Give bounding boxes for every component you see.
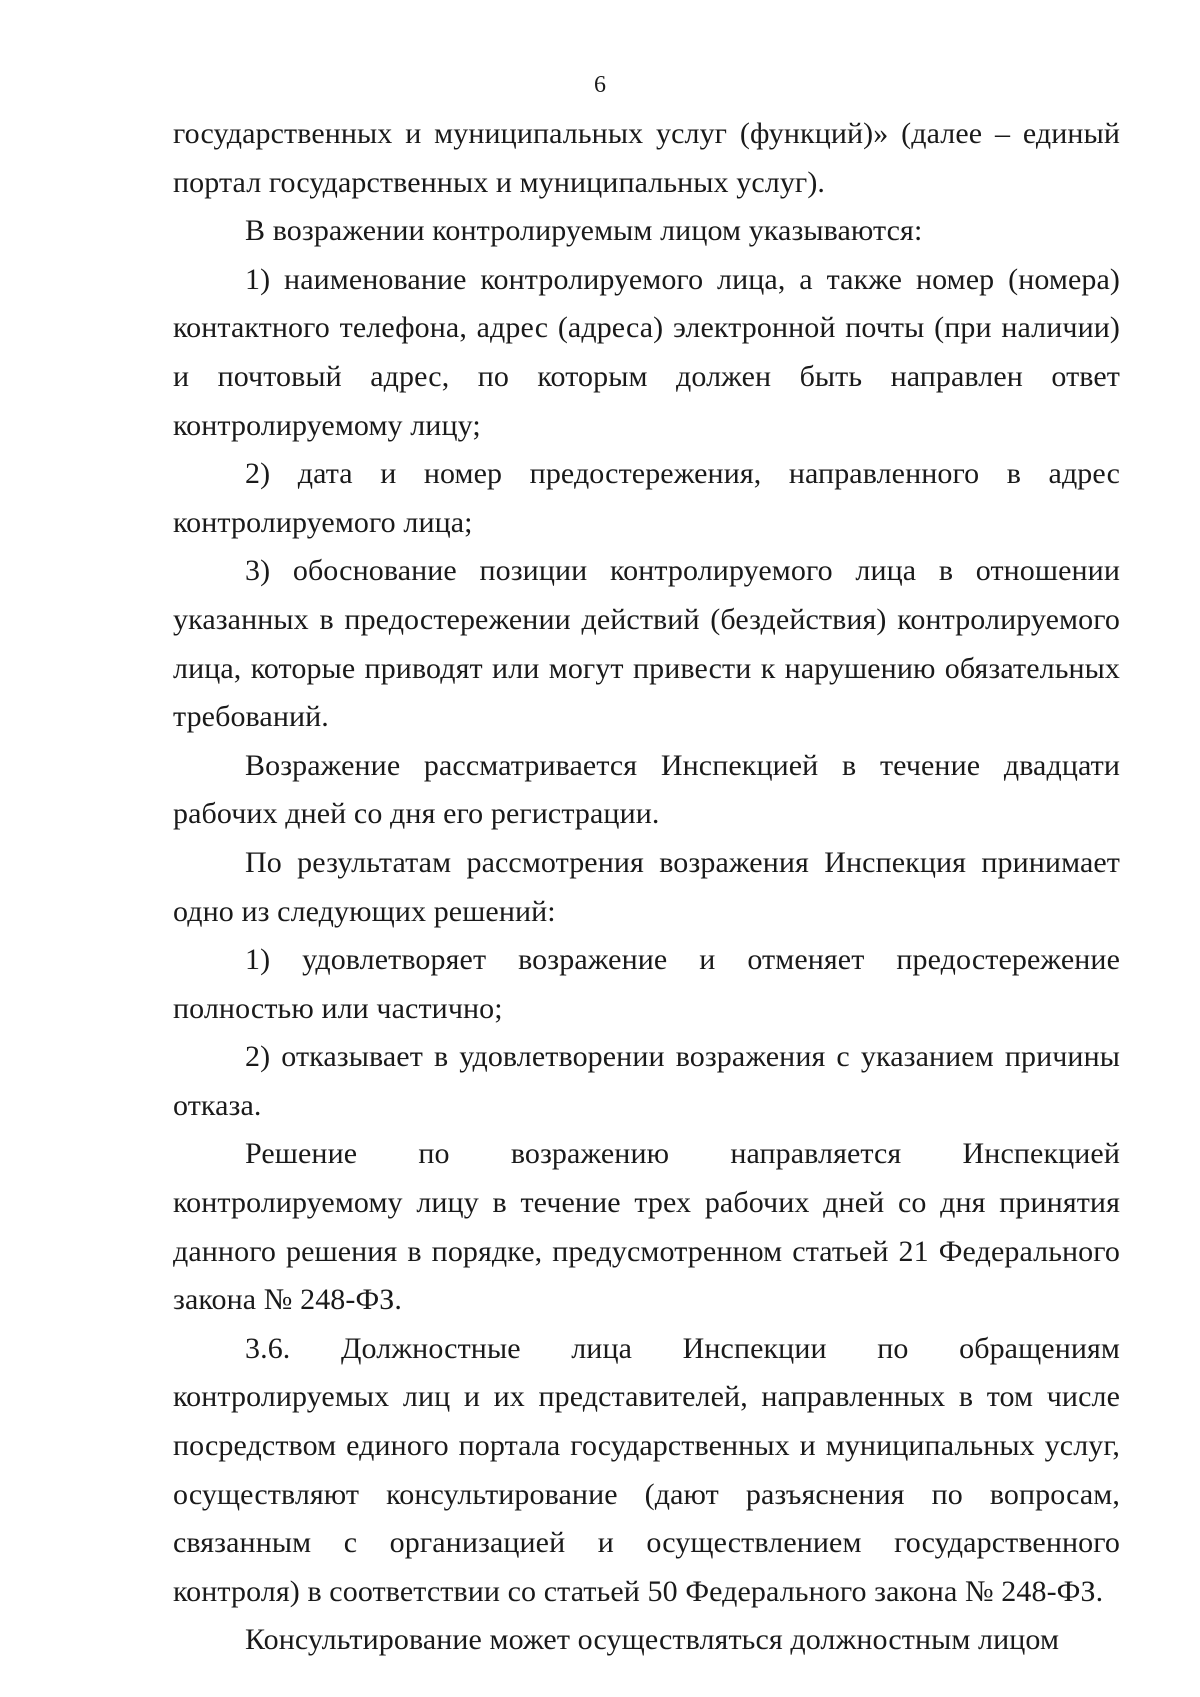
paragraph-decision-intro: По результатам рассмотрения возражения Инспекция принимает одно из следующих решений: bbox=[173, 845, 1120, 928]
paragraph-list-item-3: 3) обоснование позиции контролируемого лица в отношении указанных в предостережении действий (бездействия) контролируемого лица, которые приводят или могут привести к нарушению обязательных требований. bbox=[173, 554, 1120, 734]
paragraph-objection-contents-intro: В возражении контролируемым лицом указываются: bbox=[245, 214, 923, 248]
document-body bbox=[173, 110, 1120, 1665]
paragraph-list-item-2: 2) дата и номер предостережения, направленного в адрес контролируемого лица; bbox=[173, 457, 1120, 539]
paragraph-list-item-1: 1) наименование контролируемого лица, а также номер (номера) контактного телефона, адрес (адреса) электронной почты (при наличии) и почтовый адрес, по которым должен быть направлен ответ контролируемому лицу; bbox=[173, 262, 1120, 442]
paragraph-decision-2: 2) отказывает в удовлетворении возражения с указанием причины отказа. bbox=[173, 1040, 1120, 1122]
paragraph-review-period: Возражение рассматривается Инспекцией в течение двадцати рабочих дней со дня его регистрации. bbox=[173, 748, 1120, 831]
paragraph-decision-1: 1) удовлетворяет возражение и отменяет предостережение полностью или частично; bbox=[173, 943, 1120, 1025]
paragraph-consulting: Консультирование может осуществляться должностным лицом bbox=[245, 1623, 1060, 1657]
page-number: 6 bbox=[594, 72, 606, 98]
paragraph-section-3-6: 3.6. Должностные лица Инспекции по обращениям контролируемых лиц и их представителей, направленных в том числе посредством единого портала государственных и муниципальных услуг, осуществляют консультирование (дают разъяснения по вопросам, связанным с организацией и осуществлением государственного контроля) в соответствии со статьей 50 Федерального закона № 248-ФЗ. bbox=[173, 1331, 1120, 1608]
paragraph-continuation: государственных и муниципальных услуг (функций)» (далее – единый портал государственных и муниципальных услуг). bbox=[173, 117, 1120, 199]
paragraph-decision-delivery: Решение по возражению направляется Инспекцией контролируемому лицу в течение трех рабочих дней со дня принятия данного решения в порядке, предусмотренном статьей 21 Федерального закона № 248-ФЗ. bbox=[173, 1137, 1120, 1317]
